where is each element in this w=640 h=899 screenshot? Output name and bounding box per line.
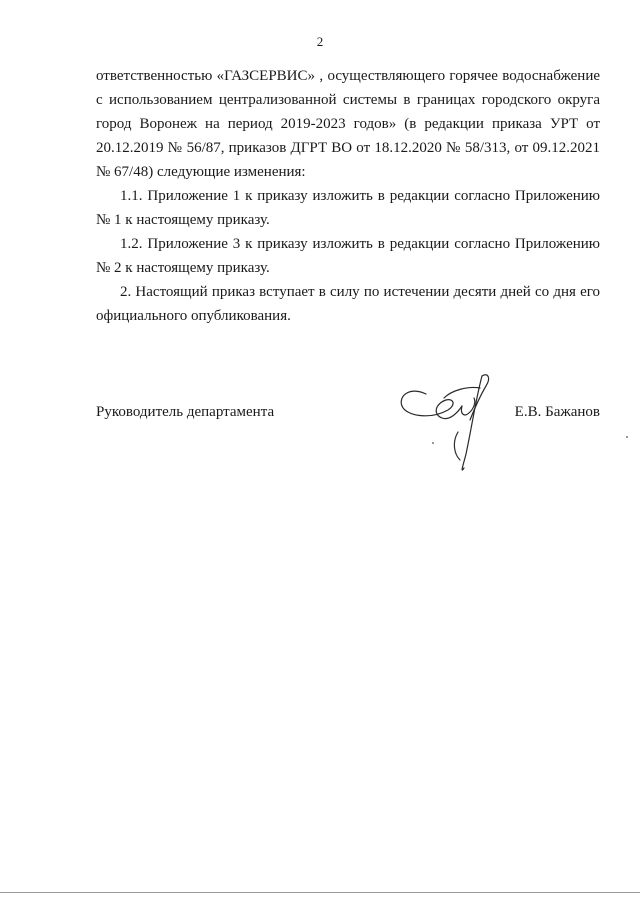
paragraph-continuation: ответственностью «ГАЗСЕРВИС» , осуществляющего горячее водоснабжение с использованием централизованной системы в границах городского округа город Воронеж на период 2019-2023 годов» (в редакции приказа УРТ от 20.12.2019 № 56/87, приказов ДГРТ ВО от 18.12.2020 № 58/313, от 09.12.2021 № 67/48) следующие изменения: — [96, 68, 600, 180]
signature-block — [96, 400, 600, 424]
signatory-title: Руководитель департамента — [96, 404, 275, 420]
paragraph-item-1-1: 1.1. Приложение 1 к приказу изложить в редакции согласно Приложению № 1 к настоящему приказу. — [96, 188, 600, 228]
scan-bottom-edge — [0, 892, 640, 893]
paragraph-item-2: 2. Настоящий приказ вступает в силу по истечении десяти дней со дня его официального опубликования. — [96, 284, 600, 324]
signatory-name: Е.В. Бажанов — [514, 404, 600, 420]
document-body — [96, 64, 600, 328]
handwritten-signature — [396, 368, 506, 480]
paragraph-item-1-2: 1.2. Приложение 3 к приказу изложить в редакции согласно Приложению № 2 к настоящему приказу. — [96, 236, 600, 276]
page-number: 2 — [316, 34, 324, 49]
scan-speck — [626, 436, 628, 438]
scan-speck — [432, 442, 434, 444]
